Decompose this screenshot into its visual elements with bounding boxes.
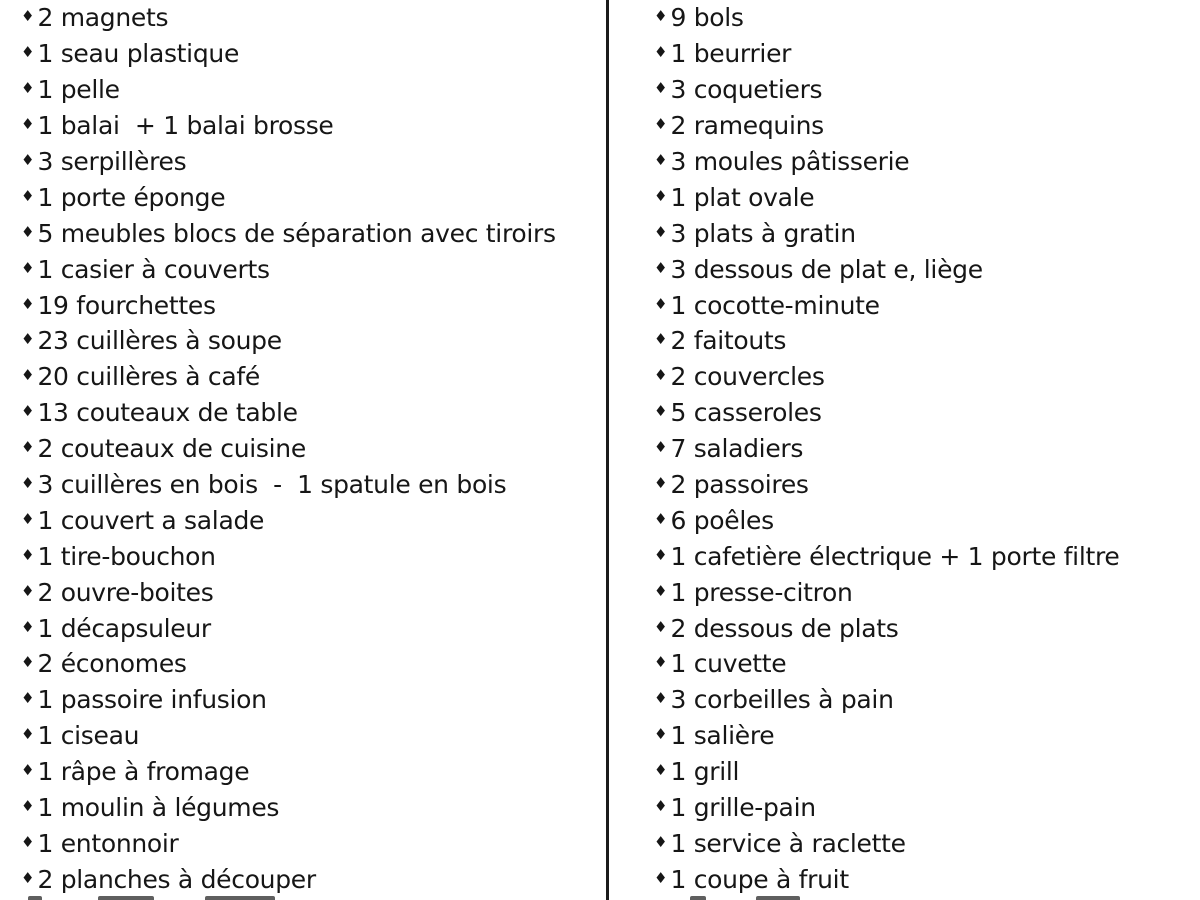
diamond-bullet-icon: ♦ [21, 832, 35, 851]
list-item-label: 1 décapsuleur [37, 613, 211, 643]
list-item-label: 1 plat ovale [670, 182, 815, 212]
diamond-bullet-icon: ♦ [21, 402, 35, 421]
list-item-label: 1 ciseau [37, 721, 140, 751]
list-item [654, 395, 1194, 431]
list-item-label: 1 balai + 1 balai brosse [37, 111, 334, 141]
diamond-bullet-icon: ♦ [654, 294, 668, 313]
diamond-bullet-icon: ♦ [654, 151, 668, 169]
clipped-text-hint [98, 896, 154, 900]
list-item [21, 431, 596, 467]
diamond-bullet-icon: ♦ [21, 509, 35, 528]
list-item [654, 144, 1194, 180]
diamond-bullet-icon: ♦ [21, 43, 35, 62]
list-item [21, 825, 596, 861]
list-item [654, 718, 1194, 754]
list-item-label: 1 grille-pain [670, 793, 816, 823]
list-item-label: 9 bols [670, 3, 744, 33]
clipped-text-hint [690, 896, 706, 900]
list-item-label: 1 entonnoir [37, 828, 179, 858]
inventory-column-left [21, 0, 596, 900]
list-item-label: 1 tire-bouchon [37, 541, 216, 571]
list-item [21, 574, 596, 610]
list-item-label: 2 ramequins [670, 111, 824, 141]
diamond-bullet-icon: ♦ [654, 7, 668, 26]
list-item [21, 682, 596, 718]
list-item [21, 395, 596, 431]
list-item-label: 19 fourchettes [37, 290, 216, 320]
list-item [21, 467, 596, 503]
list-item-label: 2 dessous de plats [670, 613, 899, 643]
diamond-bullet-icon: ♦ [21, 868, 35, 887]
list-item-label: 7 saladiers [670, 434, 804, 464]
list-item [654, 754, 1194, 790]
list-item [21, 646, 596, 682]
diamond-bullet-icon: ♦ [21, 222, 35, 241]
diamond-bullet-icon: ♦ [654, 545, 668, 564]
list-item [654, 467, 1194, 503]
list-item-label: 3 dessous de plat e, liège [670, 254, 983, 284]
diamond-bullet-icon: ♦ [21, 689, 35, 708]
list-item [21, 502, 596, 538]
list-item [654, 861, 1194, 897]
list-item-label: 3 coquetiers [670, 75, 823, 105]
diamond-bullet-icon: ♦ [654, 330, 668, 349]
list-item-label: 2 couteaux de cuisine [37, 434, 306, 464]
list-item-label: 13 couteaux de table [37, 398, 298, 428]
diamond-bullet-icon: ♦ [654, 474, 668, 493]
diamond-bullet-icon: ♦ [654, 832, 668, 851]
list-item-label: 2 économes [37, 649, 187, 679]
diamond-bullet-icon: ♦ [654, 438, 668, 457]
list-item [21, 610, 596, 646]
list-item-label: 23 cuillères à soupe [37, 326, 282, 356]
diamond-bullet-icon: ♦ [654, 509, 668, 528]
list-item [21, 718, 596, 754]
column-divider-line [606, 0, 609, 900]
diamond-bullet-icon: ♦ [21, 761, 35, 780]
list-item-label: 1 moulin à légumes [37, 793, 280, 823]
diamond-bullet-icon: ♦ [21, 581, 35, 600]
list-item [654, 359, 1194, 395]
list-item [21, 538, 596, 574]
diamond-bullet-icon: ♦ [654, 186, 668, 205]
list-item-label: 3 plats à gratin [670, 218, 856, 248]
list-item-label: 2 passoires [670, 470, 809, 500]
list-item-label: 5 casseroles [670, 398, 822, 428]
diamond-bullet-icon: ♦ [21, 725, 35, 744]
list-item [654, 538, 1194, 574]
list-item-label: 1 beurrier [670, 39, 792, 69]
list-item [21, 861, 596, 897]
list-item [21, 0, 596, 36]
diamond-bullet-icon: ♦ [21, 617, 35, 636]
diamond-bullet-icon: ♦ [654, 797, 668, 816]
diamond-bullet-icon: ♦ [21, 474, 35, 493]
diamond-bullet-icon: ♦ [21, 186, 35, 205]
list-item [654, 431, 1194, 467]
list-item [654, 682, 1194, 718]
list-item [21, 251, 596, 287]
list-item [21, 323, 596, 359]
list-item-label: 1 cocotte-minute [670, 290, 880, 320]
list-item [21, 36, 596, 72]
list-item-label: 1 cuvette [670, 649, 787, 679]
list-item-label: 1 grill [670, 757, 740, 787]
list-item [654, 36, 1194, 72]
list-item [654, 610, 1194, 646]
list-item-label: 1 coupe à fruit [670, 864, 849, 894]
list-item-label: 1 porte éponge [37, 182, 226, 212]
diamond-bullet-icon: ♦ [654, 581, 668, 600]
diamond-bullet-icon: ♦ [21, 653, 35, 672]
list-item [21, 287, 596, 323]
diamond-bullet-icon: ♦ [21, 366, 35, 385]
diamond-bullet-icon: ♦ [21, 438, 35, 457]
diamond-bullet-icon: ♦ [654, 868, 668, 887]
list-item-label: 1 couvert a salade [37, 505, 265, 535]
diamond-bullet-icon: ♦ [654, 79, 668, 98]
list-item [21, 359, 596, 395]
list-item-label: 1 pelle [37, 75, 120, 105]
list-item [654, 646, 1194, 682]
diamond-bullet-icon: ♦ [654, 115, 668, 134]
list-item [654, 825, 1194, 861]
list-item [654, 574, 1194, 610]
list-item-label: 1 passoire infusion [37, 685, 267, 715]
list-item [654, 790, 1194, 826]
clipped-text-hint [205, 896, 275, 900]
list-item [654, 323, 1194, 359]
list-item [21, 215, 596, 251]
diamond-bullet-icon: ♦ [654, 761, 668, 780]
diamond-bullet-icon: ♦ [654, 689, 668, 708]
list-item-label: 3 serpillères [37, 147, 187, 176]
list-item [21, 179, 596, 215]
diamond-bullet-icon: ♦ [654, 617, 668, 636]
list-item-label: 6 poêles [670, 505, 774, 535]
inventory-column-right [654, 0, 1194, 900]
diamond-bullet-icon: ♦ [21, 115, 35, 134]
list-item-label: 3 moules pâtisserie [670, 147, 910, 176]
list-item-label: 2 magnets [37, 3, 169, 33]
diamond-bullet-icon: ♦ [654, 43, 668, 62]
diamond-bullet-icon: ♦ [654, 222, 668, 241]
list-item [654, 251, 1194, 287]
list-item-label: 1 cafetière électrique + 1 porte filtre [670, 541, 1120, 571]
diamond-bullet-icon: ♦ [654, 258, 668, 277]
list-item [21, 754, 596, 790]
diamond-bullet-icon: ♦ [654, 366, 668, 385]
diamond-bullet-icon: ♦ [21, 545, 35, 564]
diamond-bullet-icon: ♦ [21, 79, 35, 98]
list-item [21, 790, 596, 826]
list-item-label: 2 ouvre-boites [37, 577, 214, 607]
diamond-bullet-icon: ♦ [21, 797, 35, 816]
list-item-label: 1 service à raclette [670, 828, 906, 858]
diamond-bullet-icon: ♦ [21, 7, 35, 26]
clipped-text-hint [28, 896, 42, 900]
list-item-label: 1 seau plastique [37, 39, 240, 69]
diamond-bullet-icon: ♦ [654, 653, 668, 672]
list-item-label: 1 presse-citron [670, 577, 853, 607]
diamond-bullet-icon: ♦ [21, 258, 35, 277]
diamond-bullet-icon: ♦ [654, 402, 668, 421]
list-item [654, 287, 1194, 323]
list-item [21, 72, 596, 108]
list-item-label: 1 salière [670, 721, 775, 751]
list-item-label: 2 couvercles [670, 362, 825, 392]
list-item [654, 108, 1194, 144]
list-item-label: 2 faitouts [670, 326, 787, 356]
list-item-label: 3 cuillères en bois - 1 spatule en bois [37, 470, 507, 500]
diamond-bullet-icon: ♦ [21, 151, 35, 169]
list-item-label: 1 casier à couverts [37, 254, 270, 284]
diamond-bullet-icon: ♦ [654, 725, 668, 744]
clipped-text-hint [756, 896, 800, 900]
list-item-label: 5 meubles blocs de séparation avec tiroirs [37, 218, 556, 248]
list-item-label: 3 corbeilles à pain [670, 685, 894, 715]
diamond-bullet-icon: ♦ [21, 330, 35, 349]
list-item [654, 502, 1194, 538]
list-item [654, 0, 1194, 36]
list-item [654, 215, 1194, 251]
list-item [21, 144, 596, 180]
list-item [654, 179, 1194, 215]
list-item [654, 72, 1194, 108]
list-item-label: 20 cuillères à café [37, 362, 260, 392]
list-item-label: 2 planches à découper [37, 864, 316, 894]
diamond-bullet-icon: ♦ [21, 294, 35, 313]
list-item-label: 1 râpe à fromage [37, 757, 250, 787]
list-item [21, 108, 596, 144]
